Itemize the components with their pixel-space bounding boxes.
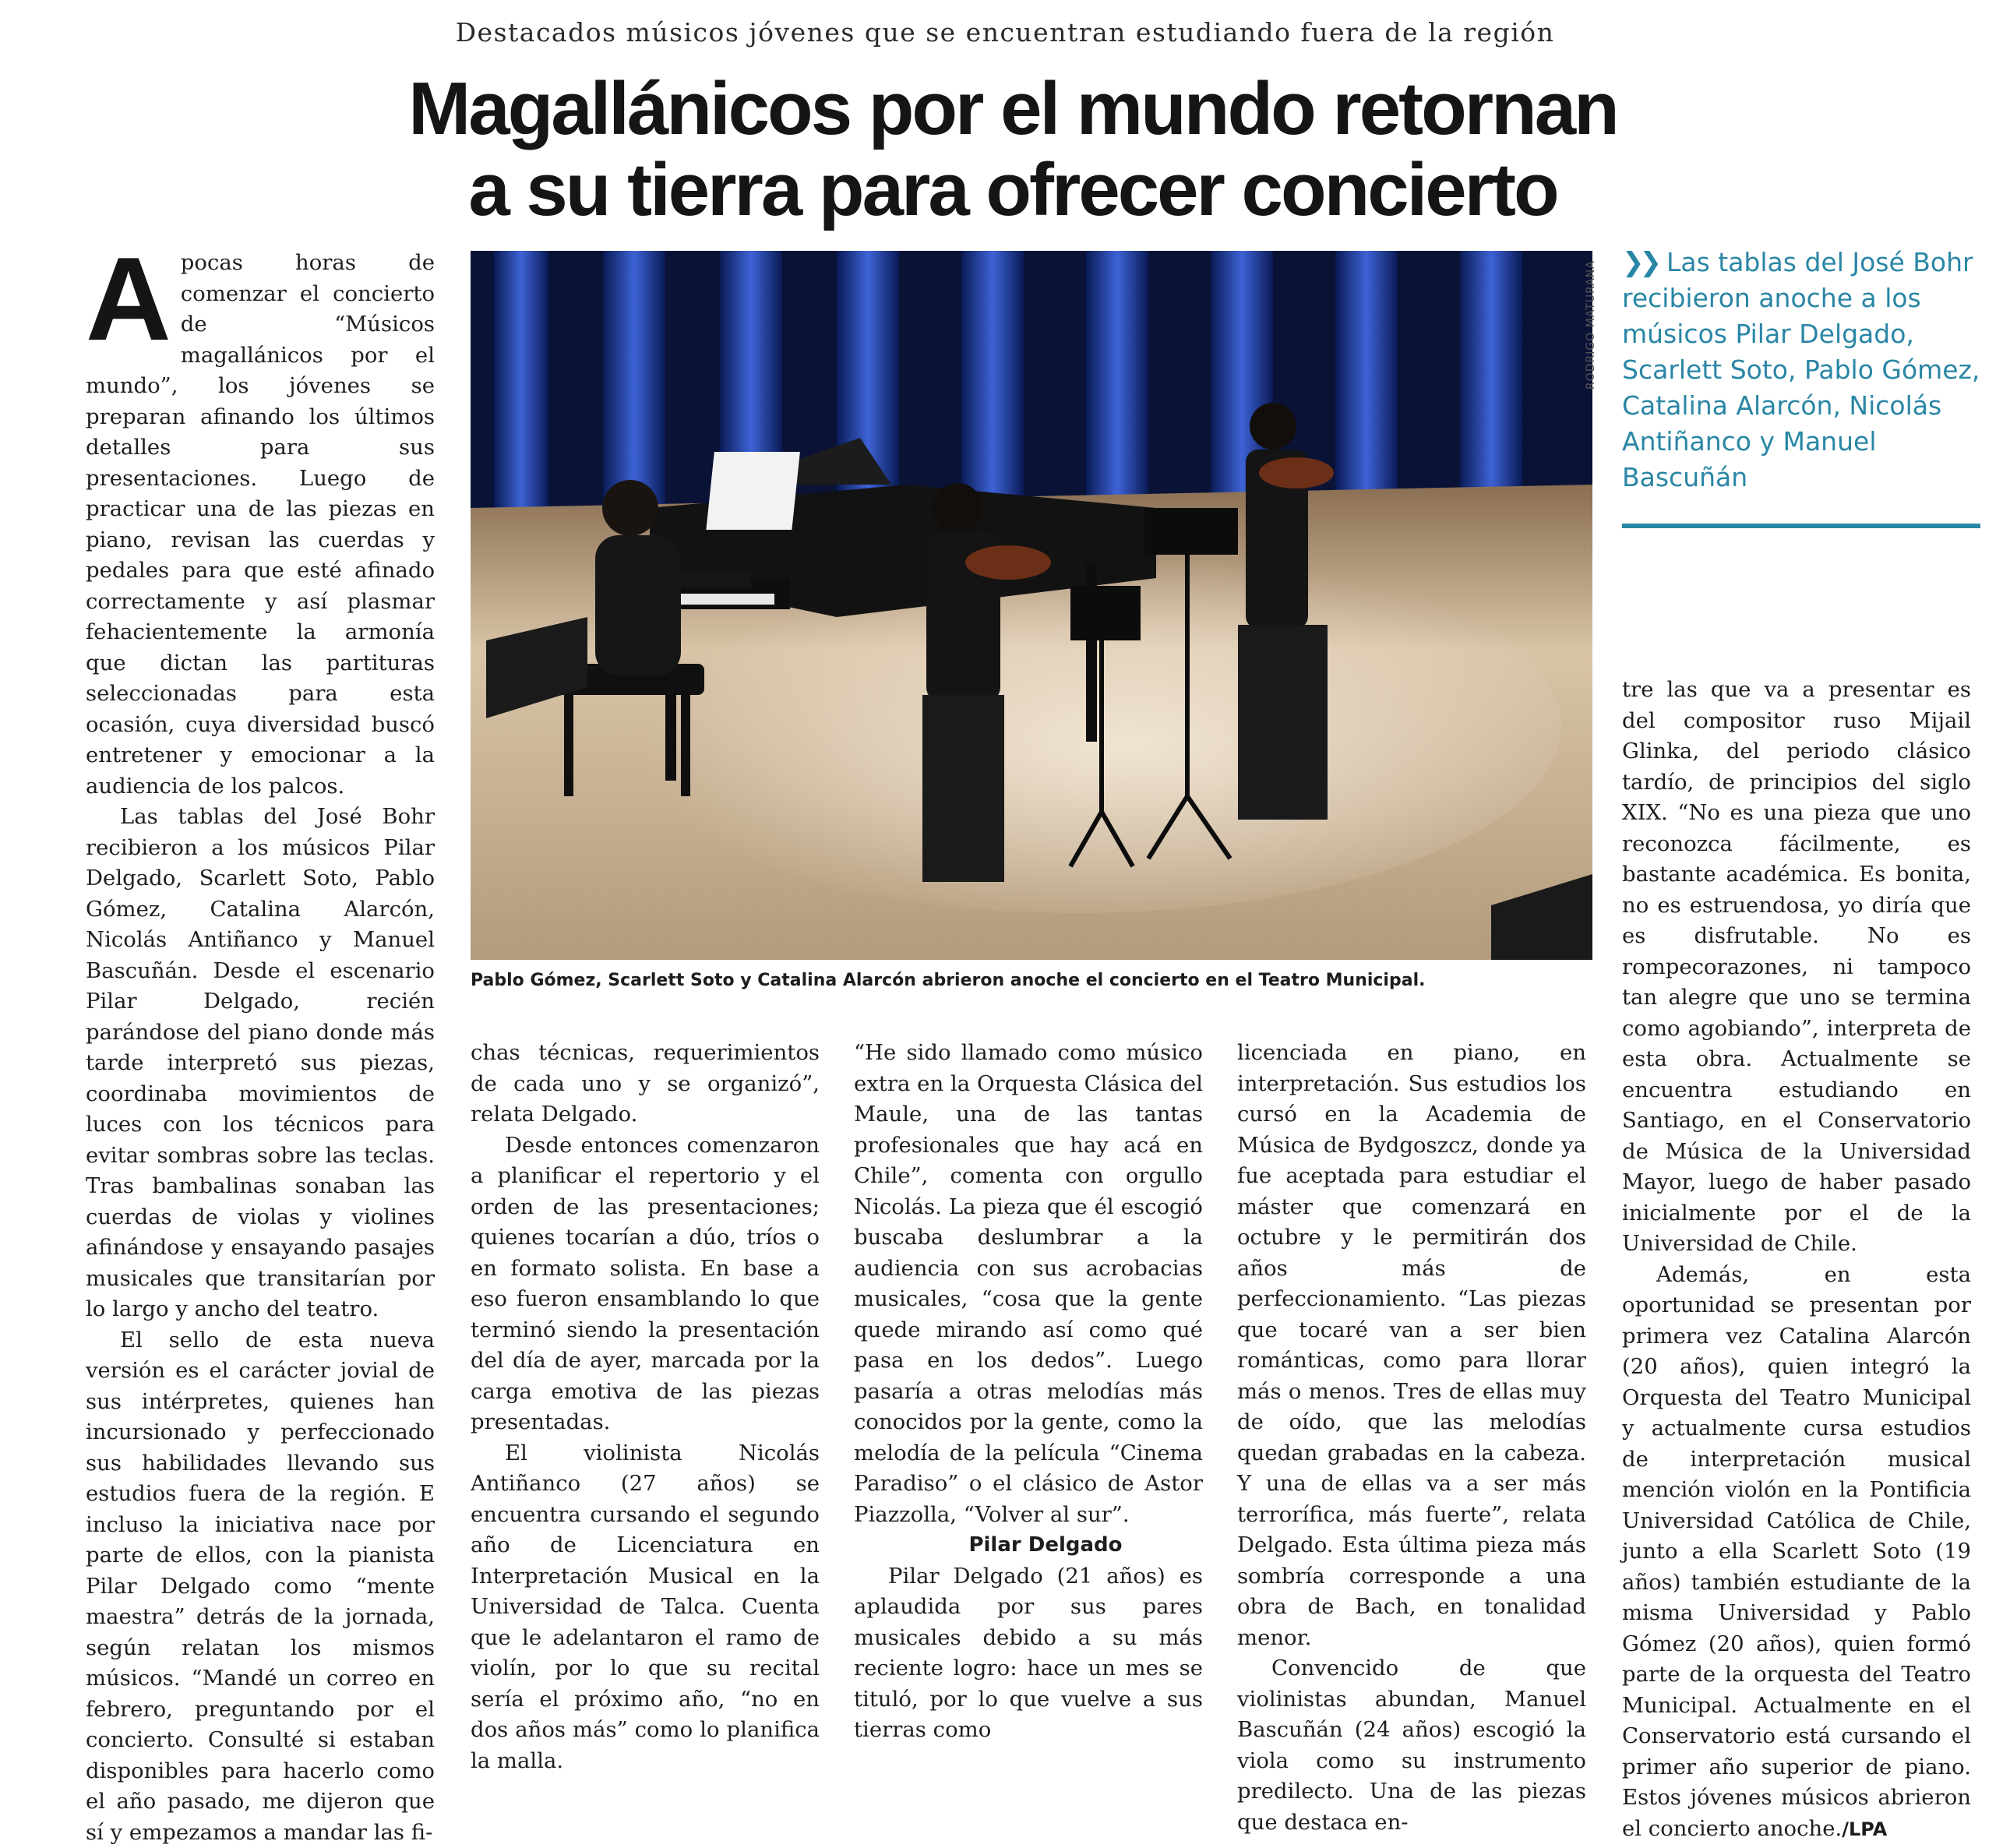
paragraph: Apocas horas de comenzar el concierto de “Músicos magallánicos por el mundo”, los jóvenes se preparan afinando los últimos detalles para sus presentaciones. Luego de practicar una de las piezas en piano, revisan las cuerdas y pedales para que esté afinado correctamente y así plasmar fehacientemente la armonía que dictan las partituras seleccionadas para esta ocasión, cuya diversidad buscó entretener y emocionar a la audiencia de los palcos.	[86, 248, 435, 802]
paragraph: Pilar Delgado (21 años) es aplaudida por sus pares musicales debido a su más reciente logro: hace un mes se tituló, por lo que vuelve a sus tierras como	[854, 1561, 1203, 1746]
column-4	[1237, 1038, 1586, 1838]
paragraph: “He sido llamado como músico extra en la Orquesta Clásica del Maule, una de las tantas profesionales que hay acá en Chile”, comenta con orgullo Nicolás. La pieza que él escogió buscaba deslumbrar a la audiencia con sus acrobacias musicales, “cosa que la gente quede mirando así como qué pasa en los dedos”. Luego pasaría a otras melodías más conocidos por la gente, como la melodía de la película “Cinema Paradiso” o el clásico de Astor Piazzolla, “Volver al sur”.	[854, 1038, 1203, 1530]
kicker: Destacados músicos jóvenes que se encuentran estudiando fuera de la región	[0, 17, 2010, 48]
paragraph: chas técnicas, requerimientos de cada uno y se organizó”, relata Delgado.	[471, 1038, 820, 1130]
paragraph: El violinista Nicolás Antiñanco (27 años) se encuentra cursando el segundo año de Licenciatura en Interpretación Musical en la Universidad de Talca. Cuenta que le adelantaron el ramo de violín, por lo que su recital sería el próximo año, “no en dos años más” como lo planifica la malla.	[471, 1438, 820, 1777]
column-5	[1622, 675, 1971, 1845]
concert-photo	[471, 251, 1592, 960]
paragraph: Convencido de que violinistas abundan, Manuel Bascuñán (24 años) escogió la viola como su instrumento predilecto. Una de las piezas que destaca en-	[1237, 1653, 1586, 1838]
drop-cap: A	[86, 254, 171, 344]
paragraph: Desde entonces comenzaron a planificar el repertorio y el orden de las presentaciones; quienes tocarían a dúo, tríos o en formato solista. En base a eso fueron ensamblando lo que terminó siendo la presentación del día de ayer, marcada por la carga emotiva de las piezas presentadas.	[471, 1130, 820, 1438]
column-1	[86, 248, 435, 1848]
double-chevron-icon: ❯❯	[1622, 247, 1657, 278]
pull-quote-rule	[1622, 524, 1980, 528]
author-signature: /LPA	[1842, 1818, 1887, 1840]
paragraph: El sello de esta nueva versión es el carácter jovial de sus intérpretes, quienes han incursionado y perfeccionado sus habilidades llevando sus estudios fuera de la región. E incluso la iniciativa nace por parte de ellos, con la pianista Pilar Delgado como “mente maestra” detrás de la jornada, según relatan los mismos músicos. “Mandé un correo en febrero, preguntando por el concierto. Consulté si estaban disponibles para hacerlo como el año pasado, me dijeron que sí y empezamos a mandar las fi-	[86, 1325, 435, 1848]
photo-credit: RODRIGO MATURANA	[1585, 249, 1608, 390]
paragraph: tre las que va a presentar es del compositor ruso Mijail Glinka, del periodo clásico tardío, de principios del siglo XIX. “No es una pieza que uno reconozca fácilmente, es bastante académica. Es bonita, no es estruendosa, yo diría que es disfrutable. No es rompecorazones, ni tampoco tan alegre que uno se termina como agobiando”, interpreta de esta obra. Actualmente se encuentra estudiando en Santiago, en el Conservatorio de Música de la Universidad Mayor, luego de haber pasado inicialmente por el de la Universidad de Chile.	[1622, 675, 1971, 1260]
headline-line-2: a su tierra para ofrecer concierto	[351, 150, 1675, 231]
pull-quote: ❯❯ Las tablas del José Bohr recibieron anoche a los músicos Pilar Delgado, Scarlett Soto, Pablo Gómez, Catalina Alarcón, Nicolás Antiñanco y Manuel Bascuñán	[1622, 245, 1980, 496]
paragraph: licenciada en piano, en interpretación. Sus estudios los cursó en la Academia de Música de Bydgoszcz, donde ya fue aceptada para estudiar el máster que comenzará en octubre y le permitirán dos años más de perfeccionamiento. “Las piezas que tocaré van a ser bien románticas, como para llorar más o menos. Tres de ellas muy de oído, que las melodías quedan grabadas en la cabeza. Y una de ellas va a ser más terrorífica, más fuerte”, relata Delgado. Esta última pieza más sombría corresponde a una obra de Bach, en tonalidad menor.	[1237, 1038, 1586, 1653]
paragraph: Además, en esta oportunidad se presentan por primera vez Catalina Alarcón (20 años), quien integró la Orquesta del Teatro Municipal y actualmente cursa estudios de interpretación musical mención violón en la Pontificia Universidad Católica de Chile, junto a ella Scarlett Soto (19 años) también estudiante de la misma Universidad y Pablo Gómez (20 años), quien formó parte de la orquesta del Teatro Municipal. Actualmente en el Conservatorio está cursando el primer año superior de piano. Estos jóvenes músicos abrieron el concierto anoche./LPA	[1622, 1260, 1971, 1846]
headline	[351, 69, 1675, 231]
stage-curtains	[494, 251, 1522, 508]
column-2	[471, 1038, 820, 1776]
column-3	[854, 1038, 1203, 1746]
paragraph: Las tablas del José Bohr recibieron a los músicos Pilar Delgado, Scarlett Soto, Pablo Gómez, Catalina Alarcón, Nicolás Antiñanco y Manuel Bascuñán. Desde el escenario Pilar Delgado, recién parándose del piano donde más tarde interpretó sus piezas, coordinaba movimientos de luces con los técnicos para evitar sombras sobre las teclas. Tras bambalinas sonaban las cuerdas de violas y violines afinándose y ensayando pasajes musicales que transitarían por lo largo y ancho del teatro.	[86, 802, 435, 1325]
photo-caption: Pablo Gómez, Scarlett Soto y Catalina Alarcón abrieron anoche el concierto en el Teatro Municipal.	[471, 971, 1592, 990]
subheading: Pilar Delgado	[854, 1530, 1203, 1561]
headline-line-1: Magallánicos por el mundo retornan	[351, 69, 1675, 150]
